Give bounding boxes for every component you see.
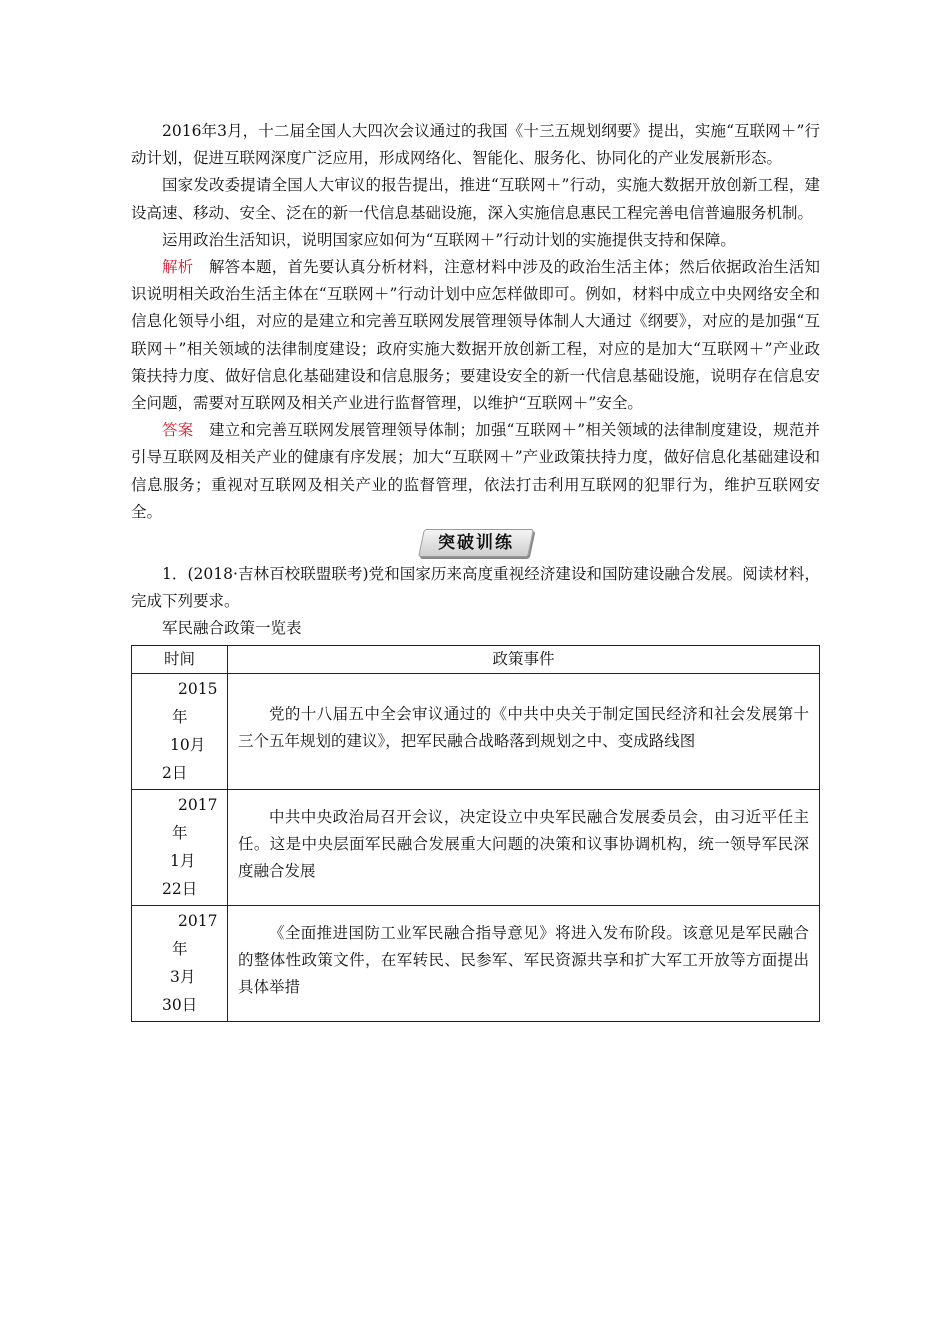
- event-cell: [228, 673, 820, 789]
- answer-paragraph: [131, 417, 820, 526]
- date-year: 2017: [178, 911, 218, 930]
- event-cell: [228, 789, 820, 905]
- section-badge: [418, 529, 534, 557]
- date-year-unit: 年: [172, 939, 188, 958]
- event-text: 党的十八届五中全会审议通过的《中共中央关于制定国民经济和社会发展第十三个五年规划的建议》，把军民融合战略落到规划之中、变成路线图: [238, 705, 809, 751]
- table-caption: 军民融合政策一览表: [162, 619, 302, 638]
- analysis-text: 解答本题，首先要认真分析材料，注意材料中涉及的政治生活主体；然后依据政治生活知识说明相关政治生活主体在“互联网＋”行动计划中应怎样做即可。例如，材料中成立中央网络安全和信息化领导小组，对应的是建立和完善互联网发展管理领导体制人大通过《纲要》，对应的是加强“互联网＋”相关领域的法律制度建设；政府实施大数据开放创新工程，对应的是加大“互联网＋”产业政策扶持力度、做好信息化基础建设和信息服务；要建设安全的新一代信息基础设施，说明存在信息安全问题，需要对互联网及相关产业进行监督管理，以维护“互联网＋”安全。: [131, 258, 820, 413]
- date-day: 22日: [162, 879, 198, 898]
- question-1: 1．(2018·吉林百校联盟联考)党和国家历来高度重视经济建设和国防建设融合发展。阅读材料，完成下列要求。: [131, 565, 820, 611]
- event-cell: [228, 905, 820, 1021]
- header-event: 政策事件: [228, 645, 820, 673]
- document-page: [131, 118, 820, 1022]
- date-day: 30日: [162, 995, 198, 1014]
- event-text: 中共中央政治局召开会议，决定设立中央军民融合发展委员会，由习近平任主任。这是中央层面军民融合发展重大问题的决策和议事协调机构，统一领导军民深度融合发展: [238, 807, 809, 880]
- date-year-unit: 年: [172, 823, 188, 842]
- table-row: [132, 905, 820, 1021]
- answer-text: 建立和完善互联网发展管理领导体制；加强“互联网＋”相关领域的法律制度建设，规范并引导互联网及相关产业的健康有序发展；加大“互联网＋”产业政策扶持力度，做好信息化基础建设和信息服务；重视对互联网及相关产业的监督管理，依法打击利用互联网的犯罪行为，维护互联网安全。: [131, 421, 820, 521]
- table-header-row: [132, 645, 820, 673]
- material-paragraph-1: 2016年3月，十二届全国人大四次会议通过的我国《十三五规划纲要》提出，实施“互联网＋”行动计划，促进互联网深度广泛应用，形成网络化、智能化、服务化、协同化的产业发展新形态。: [131, 122, 820, 168]
- answer-label: 答案: [162, 421, 194, 440]
- date-year: 2017: [178, 795, 218, 814]
- date-month: 3月: [170, 967, 196, 986]
- date-month: 1月: [170, 851, 196, 870]
- date-month: 10月: [170, 735, 206, 754]
- table-row: [132, 789, 820, 905]
- date-cell: [132, 905, 228, 1021]
- table-row: [132, 673, 820, 789]
- date-year-unit: 年: [172, 707, 188, 726]
- question-prompt: 运用政治生活知识，说明国家应如何为“互联网＋”行动计划的实施提供支持和保障。: [162, 230, 736, 249]
- section-badge-text: 突破训练: [437, 533, 514, 554]
- event-text: 《全面推进国防工业军民融合指导意见》将进入发布阶段。该意见是军民融合的整体性政策文件，在军转民、民参军、军民资源共享和扩大军工开放等方面提出具体举措: [238, 923, 809, 996]
- date-cell: [132, 673, 228, 789]
- date-cell: [132, 789, 228, 905]
- policy-table: [131, 645, 820, 1022]
- section-header: [131, 529, 820, 559]
- material-paragraph-2: 国家发改委提请全国人大审议的报告提出，推进“互联网＋”行动，实施大数据开放创新工程，建设高速、移动、安全、泛在的新一代信息基础设施，深入实施信息惠民工程完善电信普遍服务机制。: [131, 176, 820, 222]
- analysis-label: 解析: [162, 258, 194, 277]
- analysis-paragraph: [131, 254, 820, 417]
- date-year: 2015: [178, 679, 218, 698]
- date-day: 2日: [162, 763, 188, 782]
- header-time: 时间: [132, 645, 228, 673]
